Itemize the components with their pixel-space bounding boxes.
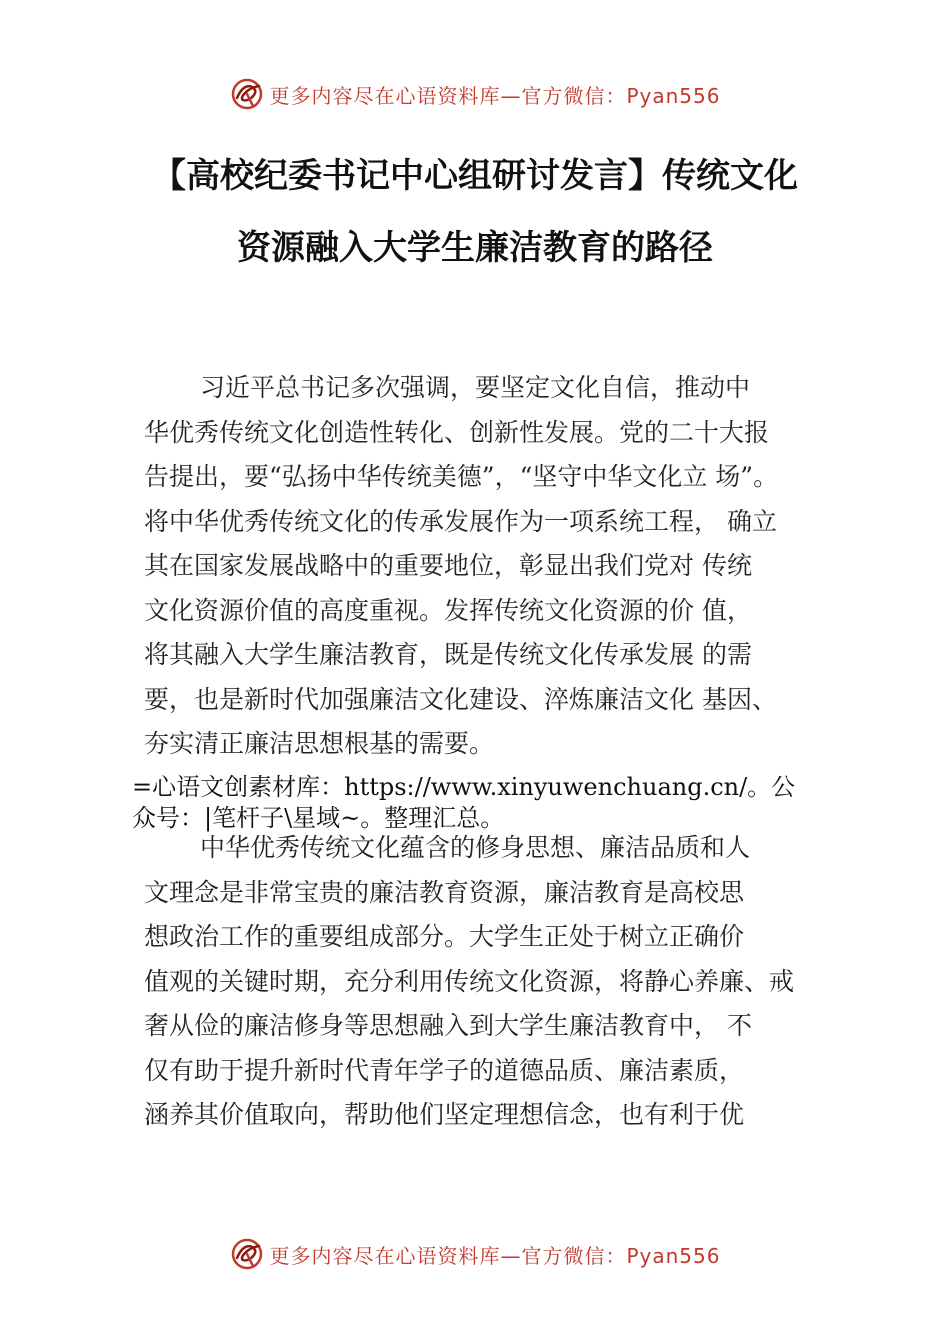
paragraph-line: 值观的关键时期，充分利用传统文化资源，将静心养廉、戒 [144,966,795,996]
paragraph-line: 涵养其价值取向，帮助他们坚定理想信念，也有利于优 [144,1100,745,1129]
source-note-line-1: =心语文创素材库：https://www.xinyuwenchuang.cn/。公 [132,773,796,801]
banner-text: 更多内容尽在心语资料库—官方微信：Pyan556 [269,1243,721,1268]
source-note [132,772,832,834]
footer-banner [0,1234,950,1274]
paragraph-line: 仅有助于提升新时代青年学子的道德品质、廉洁素质， [144,1055,745,1085]
source-note-line-2: 众号：|笔杆子\星域~。整理汇总。 [132,804,505,832]
paragraph-line: 奢从俭的廉洁修身等思想融入到大学生廉洁教育中， 不 [144,1011,752,1040]
paragraph-line: 习近平总书记多次强调，要坚定文化自信，推动中 [200,373,751,402]
header-banner [0,74,950,114]
title-line-2: 资源融入大学生廉洁教育的路径 [237,228,713,268]
paragraph-2 [144,826,844,1138]
paragraph-line: 中华优秀传统文化蕴含的修身思想、廉洁品质和人 [200,833,751,862]
paragraph-line: 文化资源价值的高度重视。发挥传统文化资源的价 值， [144,595,752,625]
paragraph-line: 文理念是非常宝贵的廉洁教育资源，廉洁教育是高校思 [144,877,745,907]
paragraph-line: 想政治工作的重要组成部分。大学生正处于树立正确价 [144,922,745,951]
paragraph-line: 将中华优秀传统文化的传承发展作为一项系统工程， 确立 [144,506,777,536]
paragraph-line: 其在国家发展战略中的重要地位，彰显出我们党对 传统 [144,551,752,580]
signature-logo-icon [229,1236,265,1272]
banner-text: 更多内容尽在心语资料库—官方微信：Pyan556 [269,83,721,108]
paragraph-line: 告提出，要“弘扬中华传统美德”，“坚守中华文化立 场”。 [144,462,779,491]
document-title [0,150,950,266]
paragraph-line: 夯实清正廉洁思想根基的需要。 [144,729,495,758]
signature-logo-icon [229,76,265,112]
paragraph-line: 华优秀传统文化创造性转化、创新性发展。党的二十大报 [144,417,770,447]
paragraph-line: 要，也是新时代加强廉洁文化建设、淬炼廉洁文化 基因、 [144,684,777,714]
paragraph-line: 将其融入大学生廉洁教育，既是传统文化传承发展 的需 [144,640,752,669]
title-line-1: 【高校纪委书记中心组研讨发言】传统文化 [152,156,798,196]
paragraph-1 [144,366,844,767]
